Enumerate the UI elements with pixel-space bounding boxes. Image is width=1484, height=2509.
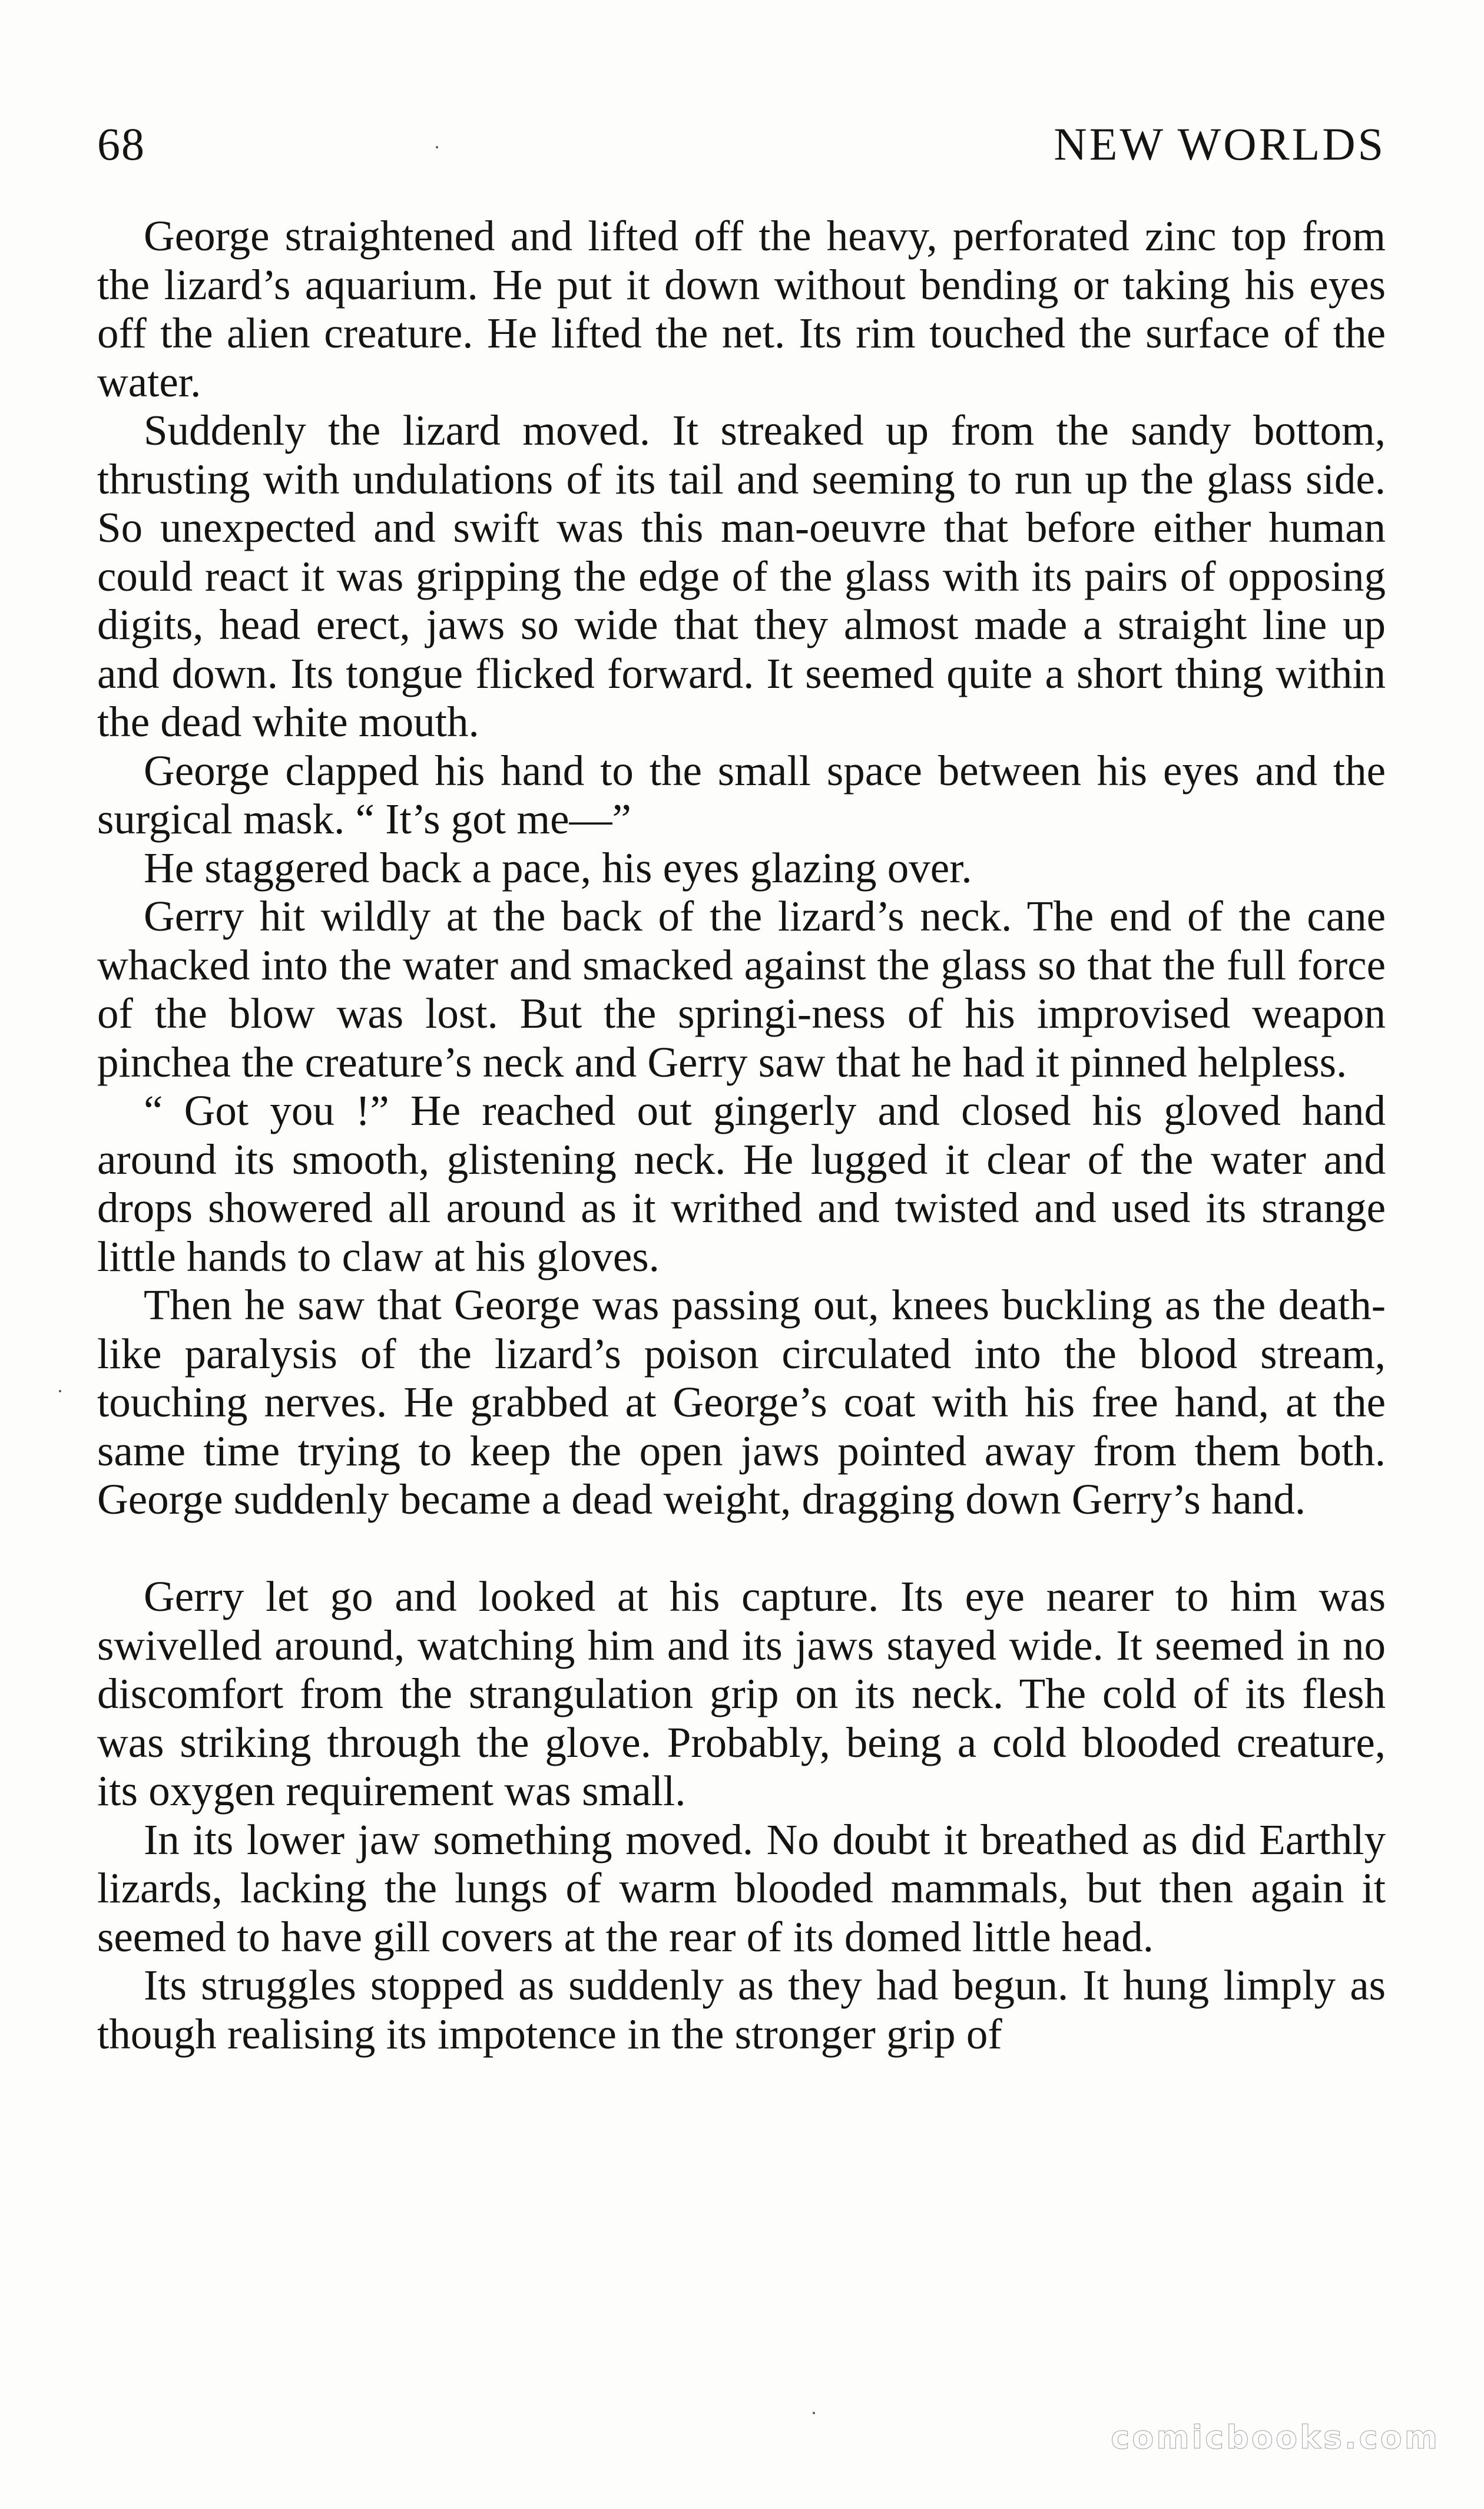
paragraph: Gerry hit wildly at the back of the lizard’s neck. The end of the cane whacked into the water and smacked against the glass so that the full force of the blow was lost. But the springi-ness of his improvised weapon pinchea the creature’s neck and Gerry saw that he had it pinned helpless.	[97, 892, 1386, 1086]
paragraph: “ Got you !” He reached out gingerly and closed his gloved hand around its smooth, glistening neck. He lugged it clear of the water and drops showered all around as it writhed and twisted and used its strange little hands to claw at his gloves.	[97, 1087, 1386, 1280]
paragraph: Gerry let go and looked at his capture. Its eye nearer to him was swivelled around, watching him and its jaws stayed wide. It seemed in no discomfort from the strangulation grip on its neck. The cold of its flesh was striking through the glove. Probably, being a cold blooded creature, its oxygen requirement was small.	[97, 1573, 1386, 1815]
watermark: comicbooks.com	[1111, 2419, 1440, 2456]
story-text	[97, 212, 1386, 2058]
print-speck	[59, 1390, 61, 1392]
paragraph: Its struggles stopped as suddenly as they had begun. It hung limply as though realising its impotence in the stronger grip of	[97, 1961, 1386, 2058]
running-title: NEW WORLDS	[1054, 118, 1386, 170]
paragraph: George straightened and lifted off the heavy, perforated zinc top from the lizard’s aquarium. He put it down without bending or taking his eyes off the alien creature. He lifted the net. Its rim touched the surface of the water.	[97, 212, 1386, 406]
page-number: 68	[97, 118, 145, 170]
print-speck	[436, 146, 438, 148]
paragraph: He staggered back a pace, his eyes glazing over.	[144, 843, 972, 892]
page-header	[97, 112, 1386, 177]
paragraph: George clapped his hand to the small space between his eyes and the surgical mask. “ It’s got me—”	[97, 746, 1386, 843]
paragraph: Then he saw that George was passing out, knees buckling as the death-like paralysis of the lizard’s poison circulated into the blood stream, touching nerves. He grabbed at George’s coat with his free hand, at the same time trying to keep the open jaws pointed away from them both. George suddenly became a dead weight, dragging down Gerry’s hand.	[97, 1281, 1386, 1523]
print-speck	[813, 2412, 815, 2414]
paragraph: Suddenly the lizard moved. It streaked up from the sandy bottom, thrusting with undulations of its tail and seeming to run up the glass side. So unexpected and swift was this man-oeuvre that before either human could react it was gripping the edge of the glass with its pairs of opposing digits, head erect, jaws so wide that they almost made a straight line up and down. Its tongue flicked forward. It seemed quite a short thing within the dead white mouth.	[97, 406, 1386, 746]
paragraph: In its lower jaw something moved. No doubt it breathed as did Earthly lizards, lacking the lungs of warm blooded mammals, but then again it seemed to have gill covers at the rear of its domed little head.	[97, 1815, 1386, 1961]
